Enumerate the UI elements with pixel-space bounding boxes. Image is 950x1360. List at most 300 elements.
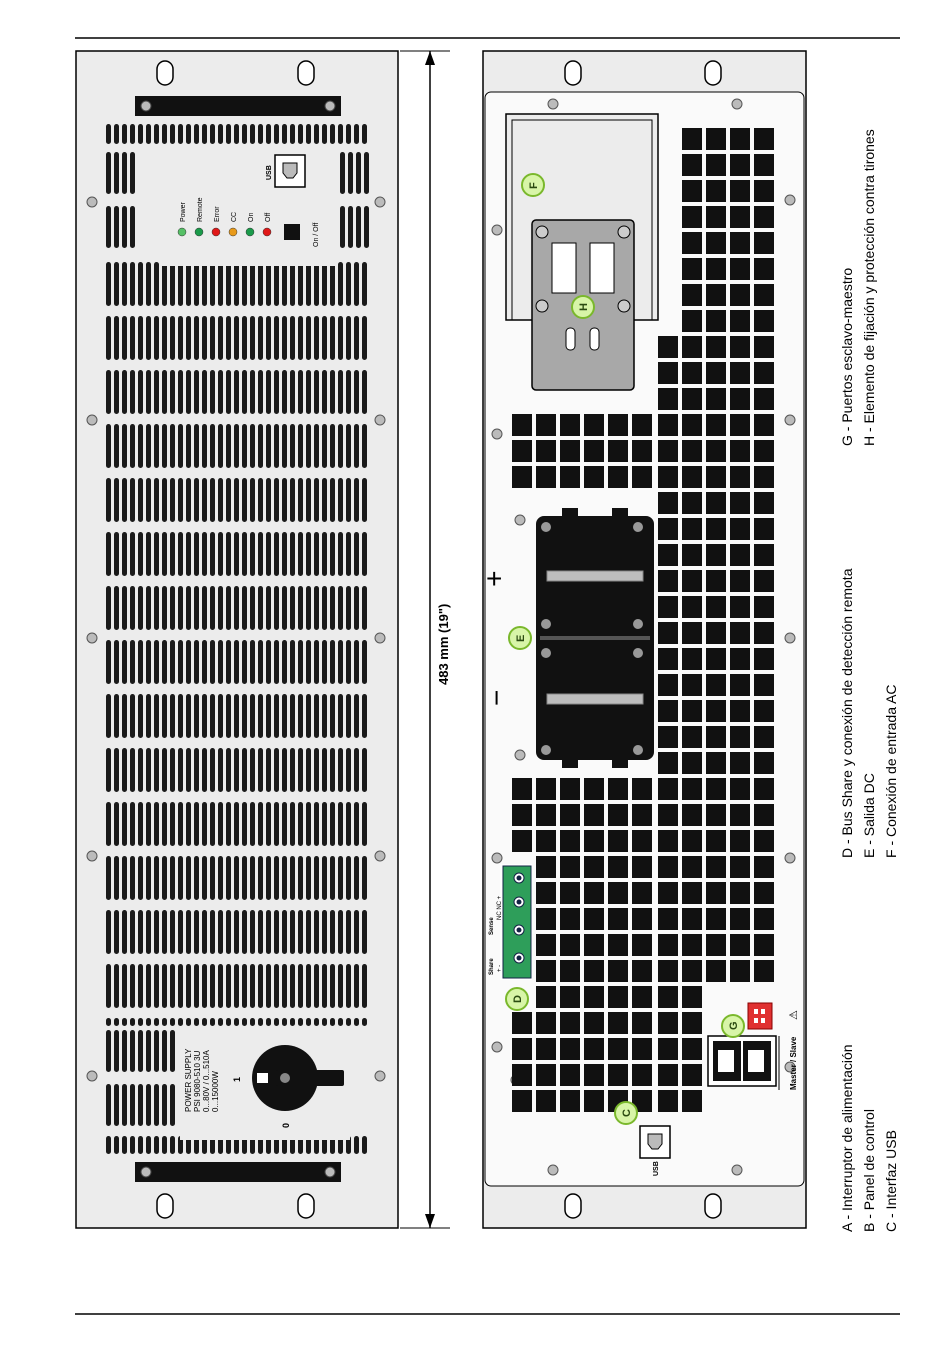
vent-cell [584,1064,604,1086]
vent-slot [194,964,199,1008]
vent-slot [298,424,303,468]
vent-slot [330,424,335,468]
vent-slot [306,748,311,792]
vent-slot [306,370,311,414]
vent-slot [266,316,271,360]
vent-cell [658,960,678,982]
vent-slot [274,1018,279,1026]
vent-slot [114,748,119,792]
vent-slot [282,964,287,1008]
vent-slot [226,262,231,306]
vent-slot [130,478,135,522]
vent-slot [146,640,151,684]
vent-slot [354,370,359,414]
vent-slot [218,856,223,900]
vent-slot [146,478,151,522]
vent-slot [194,316,199,360]
led-label: Error [214,206,221,222]
vent-slot [210,424,215,468]
vent-slot [274,124,279,144]
vent-cell [754,206,774,228]
vent-slot [202,802,207,846]
vent-slot [306,262,311,306]
vent-cell [632,414,652,436]
vent-cell [560,960,580,982]
vent-cell [536,934,556,956]
vent-cell [682,284,702,306]
vent-cell [536,1090,556,1112]
screw [375,633,385,643]
vent-cell [730,544,750,566]
vent-cell [658,674,678,696]
vent-cell [754,752,774,774]
on-off-button[interactable] [284,224,300,240]
vent-cell [730,674,750,696]
vent-slot [298,586,303,630]
vent-cell [682,388,702,410]
vent-slot [362,586,367,630]
front-panel [76,51,398,1228]
screw [87,851,97,861]
vent-cell [730,934,750,956]
vent-cell [632,960,652,982]
vent-slot [226,424,231,468]
vent-cell [608,830,628,852]
vent-slot [258,262,263,306]
screw [785,633,795,643]
vent-slot [362,532,367,576]
vent-cell [730,908,750,930]
vent-slot [258,316,263,360]
vent-cell [632,1038,652,1060]
vent-slot [362,640,367,684]
vent-slot [194,910,199,954]
vent-slot [170,640,175,684]
legend-item-b: B - Panel de control [861,1109,877,1232]
vent-cell [632,934,652,956]
vent-slot [210,856,215,900]
vent-slot [138,748,143,792]
vent-cell [658,648,678,670]
led-label: Remote [197,197,204,222]
screw [87,633,97,643]
vent-cell [682,830,702,852]
vent-slot [322,532,327,576]
vent-slot [210,370,215,414]
vent-slot [346,640,351,684]
vent-cell [706,284,726,306]
vent-slot [122,532,127,576]
vent-slot [178,316,183,360]
vent-slot [218,262,223,306]
vent-cell [682,492,702,514]
vent-slot [130,316,135,360]
vent-cell [754,284,774,306]
vent-cell [754,440,774,462]
vent-slot [146,262,151,306]
vent-slot [298,910,303,954]
vent-slot [234,424,239,468]
led-cc [229,228,237,236]
vent-slot [346,262,351,306]
vent-slot [202,694,207,738]
vent-cell [730,336,750,358]
vent-slot [162,1136,167,1154]
vent-slot [186,640,191,684]
vent-cell [632,986,652,1008]
vent-slot [258,856,263,900]
vent-slot [146,1018,151,1026]
vent-slot [130,532,135,576]
rear-usb-label: USB [653,1161,660,1176]
vent-cell [730,518,750,540]
vent-slot [314,748,319,792]
vent-cell [730,388,750,410]
vent-cell [706,856,726,878]
vent-slot [346,370,351,414]
vent-slot [298,262,303,306]
vent-cell [682,336,702,358]
vent-slot [330,370,335,414]
vent-slot [274,910,279,954]
vent-slot [146,856,151,900]
vent-slot [266,532,271,576]
vent-slot [314,316,319,360]
screw [87,197,97,207]
vent-slot [274,694,279,738]
vent-slot [202,910,207,954]
vent-slot [138,694,143,738]
vent-slot [290,910,295,954]
vent-cell [706,336,726,358]
vent-slot [338,370,343,414]
vent-slot [258,748,263,792]
master-slave-label: Master / Slave [789,1036,798,1090]
vent-slot [354,586,359,630]
vent-cell [706,700,726,722]
vent-cell [658,986,678,1008]
vent-slot [106,640,111,684]
vent-slot [154,586,159,630]
vent-slot [146,424,151,468]
vent-slot [170,316,175,360]
vent-cell [584,414,604,436]
vent-cell [560,856,580,878]
vent-slot [122,370,127,414]
vent-slot [330,532,335,576]
vent-slot [138,532,143,576]
vent-slot [242,1018,247,1026]
vent-cell [730,180,750,202]
vent-slot [242,262,247,306]
vent-slot [162,1018,167,1026]
vent-cell [608,856,628,878]
vent-cell [658,778,678,800]
vent-slot [266,586,271,630]
vent-slot [186,802,191,846]
usb-icon [648,1134,662,1149]
vent-cell [608,986,628,1008]
vent-slot [146,586,151,630]
vent-cell [632,804,652,826]
vent-cell [632,856,652,878]
vent-slot [322,856,327,900]
vent-slot [186,478,191,522]
vent-slot [362,1018,367,1026]
vent-slot [258,532,263,576]
vent-slot [330,964,335,1008]
vent-slot [258,910,263,954]
vent-slot [146,802,151,846]
vent-cell [658,830,678,852]
vent-cell [512,1038,532,1060]
vent-slot [354,1136,359,1154]
vent-cell [706,414,726,436]
vent-slot [242,910,247,954]
vent-slot [162,124,167,144]
vent-cell [706,674,726,696]
vent-slot [346,748,351,792]
vent-slot [130,910,135,954]
vent-cell [730,466,750,488]
screw [87,1071,97,1081]
vent-cell [658,466,678,488]
vent-slot [226,964,231,1008]
vent-slot [122,586,127,630]
vent-slot [364,206,369,248]
vent-slot [290,748,295,792]
vent-cell [536,960,556,982]
vent-cell [706,180,726,202]
vent-cell [754,336,774,358]
vent-slot [122,316,127,360]
vent-slot [242,802,247,846]
vent-cell [512,466,532,488]
vent-slot [338,316,343,360]
vent-slot [154,424,159,468]
vent-slot [162,856,167,900]
vent-slot [338,586,343,630]
vent-slot [226,532,231,576]
vent-slot [290,124,295,144]
vent-slot [122,694,127,738]
vent-cell [584,908,604,930]
vent-cell [730,206,750,228]
vent-slot [338,748,343,792]
vent-cell [560,414,580,436]
vent-cell [658,518,678,540]
vent-slot [146,1084,151,1126]
vent-slot [234,856,239,900]
vent-slot [234,694,239,738]
vent-cell [706,362,726,384]
dc-minus-sign: − [481,689,512,706]
vent-slot [282,316,287,360]
vent-slot [242,586,247,630]
vent-slot [356,206,361,248]
vent-cell [682,258,702,280]
vent-slot [162,1030,167,1072]
vent-slot [210,802,215,846]
led-power [178,228,186,236]
vent-slot [178,532,183,576]
vent-cell [754,674,774,696]
vent-cell [584,934,604,956]
vent-cell [754,700,774,722]
vent-cell [754,414,774,436]
vent-cell [706,570,726,592]
vent-slot [194,478,199,522]
vent-slot [274,532,279,576]
vent-cell [682,596,702,618]
vent-slot [130,856,135,900]
vent-cell [560,804,580,826]
vent-slot [178,802,183,846]
vent-slot [170,1136,175,1154]
vent-slot [234,316,239,360]
vent-slot [130,262,135,306]
vent-cell [706,518,726,540]
vent-slot [298,478,303,522]
vent-slot [354,1018,359,1026]
mount-hole [705,1194,721,1218]
vent-slot [242,964,247,1008]
vent-cell [682,180,702,202]
vent-slot [282,370,287,414]
vent-slot [226,694,231,738]
vent-slot [218,694,223,738]
vent-slot [114,316,119,360]
vent-slot [210,910,215,954]
vent-slot [178,586,183,630]
vent-slot [306,964,311,1008]
vent-slot [194,424,199,468]
vent-slot [346,910,351,954]
vent-cell [730,128,750,150]
vent-slot [242,316,247,360]
vent-cell [730,440,750,462]
vent-cell [730,362,750,384]
vent-slot [226,478,231,522]
vent-slot [178,910,183,954]
vent-slot [170,910,175,954]
vent-slot [250,370,255,414]
vent-slot [186,262,191,306]
vent-slot [258,964,263,1008]
vent-cell [608,1064,628,1086]
vent-slot [194,370,199,414]
master-slave-dip[interactable] [748,1003,772,1029]
vent-slot [348,152,353,194]
vent-cell [754,960,774,982]
vent-slot [282,262,287,306]
vent-cell [658,1038,678,1060]
vent-slot [186,1018,191,1026]
vent-slot [306,124,311,144]
vent-cell [682,856,702,878]
vent-cell [658,934,678,956]
vent-cell [560,1064,580,1086]
vent-slot [146,532,151,576]
vent-cell [584,960,604,982]
vent-cell [560,1012,580,1034]
vent-cell [754,310,774,332]
vent-slot [314,694,319,738]
vent-slot [242,124,247,144]
vent-slot [130,152,135,194]
vent-cell [632,830,652,852]
vent-slot [210,964,215,1008]
vent-slot [266,640,271,684]
vent-cell [658,570,678,592]
vent-slot [290,370,295,414]
vent-slot [170,1084,175,1126]
vent-slot [138,1030,143,1072]
mount-hole [157,61,173,85]
vent-slot [322,910,327,954]
front-handle-top [135,96,341,116]
vent-slot [226,802,231,846]
ac-cable-slot [552,243,576,293]
vent-cell [754,908,774,930]
vent-slot [266,424,271,468]
vent-slot [106,748,111,792]
vent-slot [170,748,175,792]
vent-slot [306,586,311,630]
vent-cell [560,986,580,1008]
vent-slot [186,124,191,144]
vent-cell [730,778,750,800]
vent-slot [282,748,287,792]
vent-slot [314,1018,319,1026]
vent-slot [274,640,279,684]
vent-slot [106,316,111,360]
vent-slot [290,694,295,738]
vent-slot [322,802,327,846]
vent-slot [114,370,119,414]
vent-slot [322,748,327,792]
vent-slot [322,478,327,522]
vent-slot [114,640,119,684]
vent-slot [162,802,167,846]
vent-slot [218,640,223,684]
vent-slot [138,640,143,684]
vent-slot [346,316,351,360]
led-label: Power [180,202,187,222]
vent-slot [146,1136,151,1154]
vent-cell [754,726,774,748]
vent-slot [218,910,223,954]
vent-slot [266,478,271,522]
vent-cell [608,882,628,904]
vent-slot [194,856,199,900]
vent-slot [354,802,359,846]
vent-slot [348,206,353,248]
led-label: CC [231,211,238,222]
vent-slot [146,748,151,792]
vent-slot [186,586,191,630]
vent-slot [322,124,327,144]
model-line: 0...80V / 0...510A [202,1050,211,1112]
vent-slot [226,748,231,792]
vent-slot [250,532,255,576]
vent-cell [754,804,774,826]
vent-cell [730,960,750,982]
vent-slot [162,370,167,414]
vent-slot [282,478,287,522]
vent-slot [234,802,239,846]
dc-busbar-plus [547,571,643,581]
